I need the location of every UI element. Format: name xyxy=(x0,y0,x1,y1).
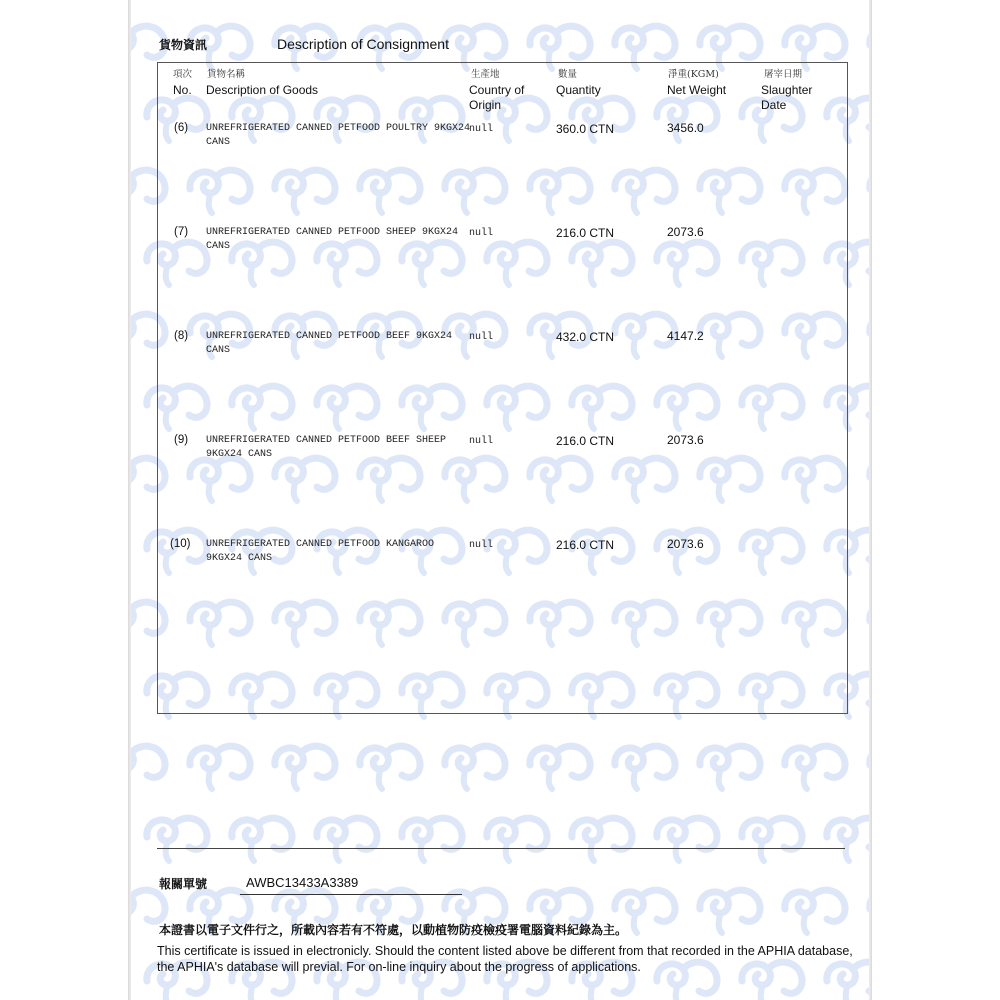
watermark-mark xyxy=(572,818,632,861)
watermark-mark xyxy=(657,818,717,861)
col-desc-cjk: 貨物名稱 xyxy=(207,69,246,80)
col-no-label: No. xyxy=(173,83,192,97)
section-title: Description of Consignment xyxy=(277,36,449,52)
consignment-table xyxy=(157,62,848,714)
row-quantity: 216.0 CTN xyxy=(556,226,615,240)
watermark-mark xyxy=(445,746,505,789)
row-description: UNREFRIGERATED CANNED PETFOOD BEEF SHEEP 9KGX24 CANS xyxy=(206,435,447,460)
col-qty-cjk: 數量 xyxy=(558,69,578,80)
certificate-page xyxy=(131,0,869,1000)
row-quantity: 216.0 CTN xyxy=(556,434,615,448)
col-no-cjk: 項次 xyxy=(173,69,193,80)
row-description: UNREFRIGERATED CANNED PETFOOD BEEF 9KGX24 CANS xyxy=(206,331,453,356)
background-left xyxy=(0,0,128,1000)
watermark-mark xyxy=(530,746,590,789)
row-description: UNREFRIGERATED CANNED PETFOOD KANGAROO 9KGX24 CANS xyxy=(206,539,435,564)
col-origin-cjk: 生產地 xyxy=(471,69,500,80)
watermark-mark xyxy=(615,746,675,789)
row-origin: null xyxy=(469,124,494,135)
notice-text: This certificate is issued in electronicly. Should the content listed above be different from that recorded in the APHIA database, the APHIA's database will previal. For on-line inquiry about the progress of applications. xyxy=(157,944,853,974)
row-net-weight: 2073.6 xyxy=(667,433,704,447)
col-slaughter-label-1: Slaughter xyxy=(761,83,813,97)
watermark-mark xyxy=(131,746,165,789)
col-desc-label: Description of Goods xyxy=(206,83,319,97)
row-no: (8) xyxy=(174,330,189,342)
page-edge-right xyxy=(869,0,872,1000)
watermark-mark xyxy=(317,818,377,861)
row-description: UNREFRIGERATED CANNED PETFOOD POULTRY 9KGX24 CANS xyxy=(206,123,471,148)
watermark-mark xyxy=(742,818,802,861)
row-quantity: 360.0 CTN xyxy=(556,122,615,136)
watermark-mark xyxy=(275,746,335,789)
col-origin-label-1: Country of xyxy=(469,83,525,97)
row-net-weight: 4147.2 xyxy=(667,329,704,343)
customs-number-underline xyxy=(240,894,462,895)
section-divider xyxy=(157,848,845,849)
watermark-mark xyxy=(827,818,869,861)
watermark-mark xyxy=(487,818,547,861)
col-weight-cjk: 淨重(KGM) xyxy=(668,69,719,80)
row-origin: null xyxy=(469,436,494,447)
row-net-weight: 2073.6 xyxy=(667,537,704,551)
col-slaughter-cjk: 屠宰日期 xyxy=(764,69,803,80)
watermark-mark xyxy=(232,818,292,861)
background-right xyxy=(872,0,1000,1000)
row-origin: null xyxy=(469,540,494,551)
row-no: (9) xyxy=(174,434,189,446)
watermark-mark xyxy=(785,890,845,933)
watermark-mark xyxy=(147,818,207,861)
row-origin: null xyxy=(469,332,494,343)
watermark-mark xyxy=(402,818,462,861)
watermark-mark xyxy=(700,746,760,789)
row-no: (6) xyxy=(174,122,189,134)
watermark-mark xyxy=(785,746,845,789)
col-origin-label-2: Origin xyxy=(469,98,502,112)
section-title-cjk: 貨物資訊 xyxy=(159,38,208,52)
watermark-mark xyxy=(190,746,250,789)
watermark-mark xyxy=(360,746,420,789)
row-net-weight: 2073.6 xyxy=(667,225,704,239)
row-quantity: 432.0 CTN xyxy=(556,330,615,344)
row-net-weight: 3456.0 xyxy=(667,121,704,135)
row-quantity: 216.0 CTN xyxy=(556,538,615,552)
col-weight-label: Net Weight xyxy=(667,83,727,97)
watermark-mark xyxy=(700,890,760,933)
row-description: UNREFRIGERATED CANNED PETFOOD SHEEP 9KGX24 CANS xyxy=(206,227,459,252)
row-no: (10) xyxy=(170,538,191,550)
col-qty-label: Quantity xyxy=(556,83,601,97)
row-origin: null xyxy=(469,228,494,239)
notice-cjk: 本證書以電子文件行之，所載內容若有不符處，以動植物防疫檢疫署電腦資料紀錄為主。 xyxy=(159,923,628,937)
col-slaughter-label-2: Date xyxy=(761,98,787,112)
row-no: (7) xyxy=(174,226,189,238)
customs-number-label: 報關單號 xyxy=(159,877,208,891)
customs-number: AWBC13433A3389 xyxy=(246,875,359,890)
